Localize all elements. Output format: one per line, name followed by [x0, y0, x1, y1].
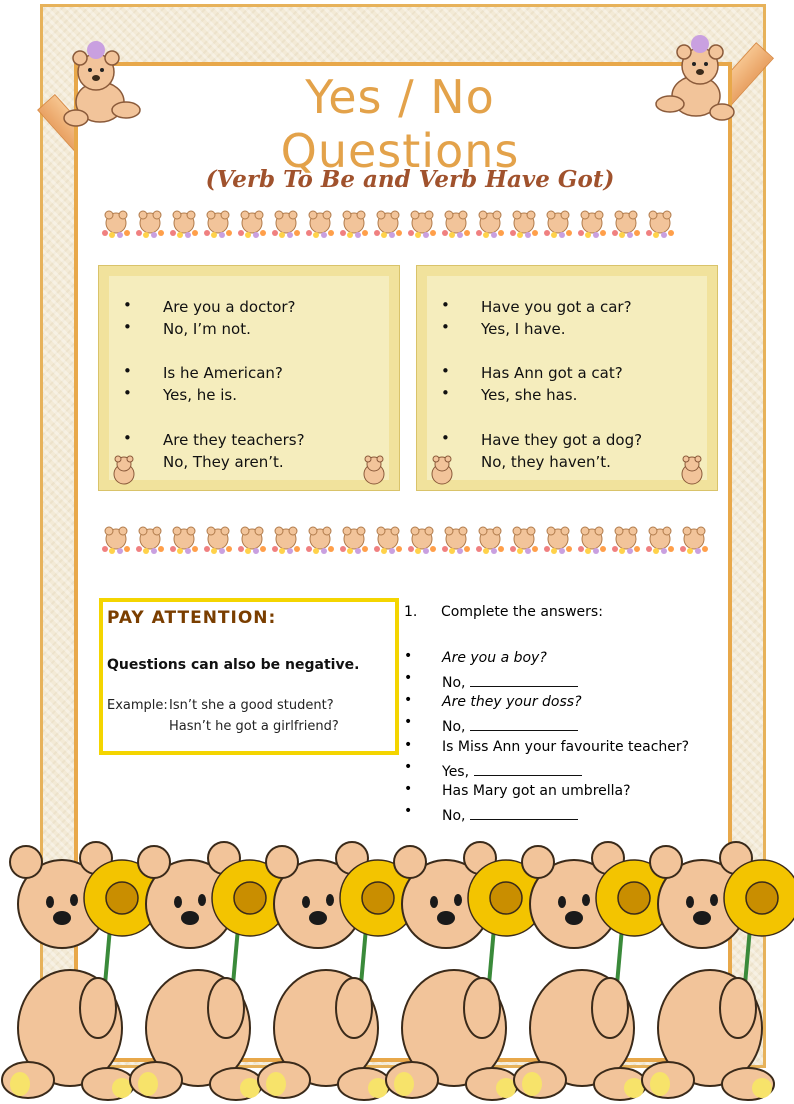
exercise-text	[442, 739, 689, 755]
teddy-bear-icon	[542, 524, 574, 554]
bullet: •	[404, 670, 413, 686]
bear-flower-border	[100, 208, 676, 242]
teddy-bear-icon	[372, 524, 404, 554]
bullet: •	[404, 737, 413, 753]
example-sentence: Isn’t she a good student?	[169, 698, 334, 713]
qa-text: No, I’m not.	[163, 320, 251, 338]
qa-text: Have you got a car?	[481, 298, 632, 316]
teddy-bear-icon	[168, 524, 200, 554]
teddy-bear-icon	[100, 524, 132, 554]
bullet: •	[404, 714, 413, 730]
teddy-bear-icon	[425, 454, 459, 486]
teddy-bear-icon	[675, 454, 709, 486]
teddy-bear-icon	[610, 208, 642, 238]
teddy-bear-icon	[678, 524, 710, 554]
teddy-bear-with-flower-icon	[130, 842, 288, 1100]
qa-text: No, They aren’t.	[163, 453, 284, 471]
exercise-text	[442, 761, 582, 780]
teddy-bear-icon	[56, 40, 146, 130]
bullet: •	[404, 781, 413, 797]
bullet: •	[404, 803, 413, 819]
example-sentence: Hasn’t he got a girlfriend?	[169, 719, 339, 734]
teddy-bear-icon	[357, 454, 391, 486]
exercise-text-value: Are they your doss?	[442, 694, 582, 710]
page-subtitle: (Verb To Be and Verb Have Got)	[205, 166, 615, 193]
bullet: •	[123, 318, 132, 336]
exercise-section	[404, 600, 764, 830]
bullet: •	[123, 429, 132, 447]
exercise-text	[442, 694, 582, 710]
teddy-bear-icon	[107, 454, 141, 486]
exercise-number: 1.	[404, 604, 418, 620]
teddy-bear-icon	[576, 524, 608, 554]
teddy-bear-with-flower-icon	[2, 842, 160, 1100]
example-card-have-got	[416, 265, 718, 491]
exercise-text	[442, 650, 547, 666]
teddy-bear-icon	[304, 524, 336, 554]
teddy-bear-icon	[440, 208, 472, 238]
teddy-bear-icon	[372, 208, 404, 238]
exercise-text-value: Yes,	[442, 764, 474, 780]
bear-flower-border	[100, 524, 710, 558]
bullet: •	[404, 648, 413, 664]
teddy-bear-icon	[236, 208, 268, 238]
teddy-bear-icon	[100, 208, 132, 238]
qa-text: Yes, she has.	[481, 386, 578, 404]
qa-text: Yes, I have.	[481, 320, 566, 338]
qa-text: Yes, he is.	[163, 386, 238, 404]
answer-blank[interactable]	[470, 716, 578, 731]
teddy-bear-icon	[168, 208, 200, 238]
teddy-bear-icon	[576, 208, 608, 238]
teddy-bear-icon	[270, 524, 302, 554]
pay-attention-title: PAY ATTENTION:	[107, 608, 277, 628]
qa-text: Are you a doctor?	[163, 298, 296, 316]
bullet: •	[404, 759, 413, 775]
example-label: Example:	[107, 698, 168, 713]
exercise-text-value: Has Mary got an umbrella?	[442, 783, 631, 799]
bears-with-flowers	[0, 818, 794, 1104]
teddy-bear-icon	[474, 524, 506, 554]
teddy-bear-icon	[270, 208, 302, 238]
teddy-bear-icon	[338, 208, 370, 238]
teddy-bear-with-flower-icon	[514, 842, 672, 1100]
teddy-bear-icon	[134, 524, 166, 554]
answer-blank[interactable]	[470, 672, 578, 687]
teddy-bear-icon	[440, 524, 472, 554]
exercise-text-value: Are you a boy?	[442, 650, 547, 666]
teddy-bear-icon	[134, 208, 166, 238]
bullet: •	[441, 384, 450, 402]
teddy-bear-with-flower-icon	[386, 842, 544, 1100]
exercise-text	[442, 716, 578, 735]
qa-text: Has Ann got a cat?	[481, 364, 623, 382]
bullet: •	[404, 692, 413, 708]
teddy-bear-icon	[610, 524, 642, 554]
qa-text: No, they haven’t.	[481, 453, 611, 471]
exercise-text-value: No,	[442, 719, 470, 735]
teddy-bear-icon	[406, 208, 438, 238]
exercise-text-value: No,	[442, 675, 470, 691]
teddy-bear-icon	[338, 524, 370, 554]
qa-list	[427, 276, 707, 480]
teddy-bear-with-flower-icon	[258, 842, 416, 1100]
example-card-to-be	[98, 265, 400, 491]
bullet: •	[441, 429, 450, 447]
teddy-bear-icon	[542, 208, 574, 238]
bullet: •	[441, 296, 450, 314]
qa-text: Have they got a dog?	[481, 431, 643, 449]
page-title: Yes / No Questions	[280, 70, 520, 178]
teddy-bear-icon	[644, 208, 676, 238]
qa-text: Are they teachers?	[163, 431, 305, 449]
card-panel	[427, 276, 707, 480]
bullet: •	[123, 296, 132, 314]
teddy-bear-icon	[236, 524, 268, 554]
exercise-text	[442, 783, 631, 799]
bullet: •	[123, 362, 132, 380]
teddy-bear-icon	[202, 208, 234, 238]
teddy-bear-icon	[202, 524, 234, 554]
teddy-bear-icon	[508, 524, 540, 554]
answer-blank[interactable]	[474, 761, 582, 776]
exercise-text-value: Is Miss Ann your favourite teacher?	[442, 739, 690, 755]
bullet: •	[441, 318, 450, 336]
flower-icon	[724, 860, 794, 936]
qa-list	[109, 276, 389, 480]
exercise-title: Complete the answers:	[441, 604, 603, 620]
teddy-bear-icon	[474, 208, 506, 238]
teddy-bear-icon	[406, 524, 438, 554]
teddy-bear-icon	[304, 208, 336, 238]
qa-text: Is he American?	[163, 364, 283, 382]
teddy-bear-icon	[650, 34, 740, 124]
pay-attention-rule: Questions can also be negative.	[107, 657, 360, 673]
teddy-bear-with-flower-icon	[642, 842, 794, 1100]
bullet: •	[123, 384, 132, 402]
exercise-text-value: No,	[442, 808, 470, 824]
teddy-bear-icon	[508, 208, 540, 238]
card-panel	[109, 276, 389, 480]
exercise-text	[442, 672, 578, 691]
teddy-bear-icon	[644, 524, 676, 554]
pay-attention-box	[99, 598, 399, 755]
bullet: •	[441, 362, 450, 380]
